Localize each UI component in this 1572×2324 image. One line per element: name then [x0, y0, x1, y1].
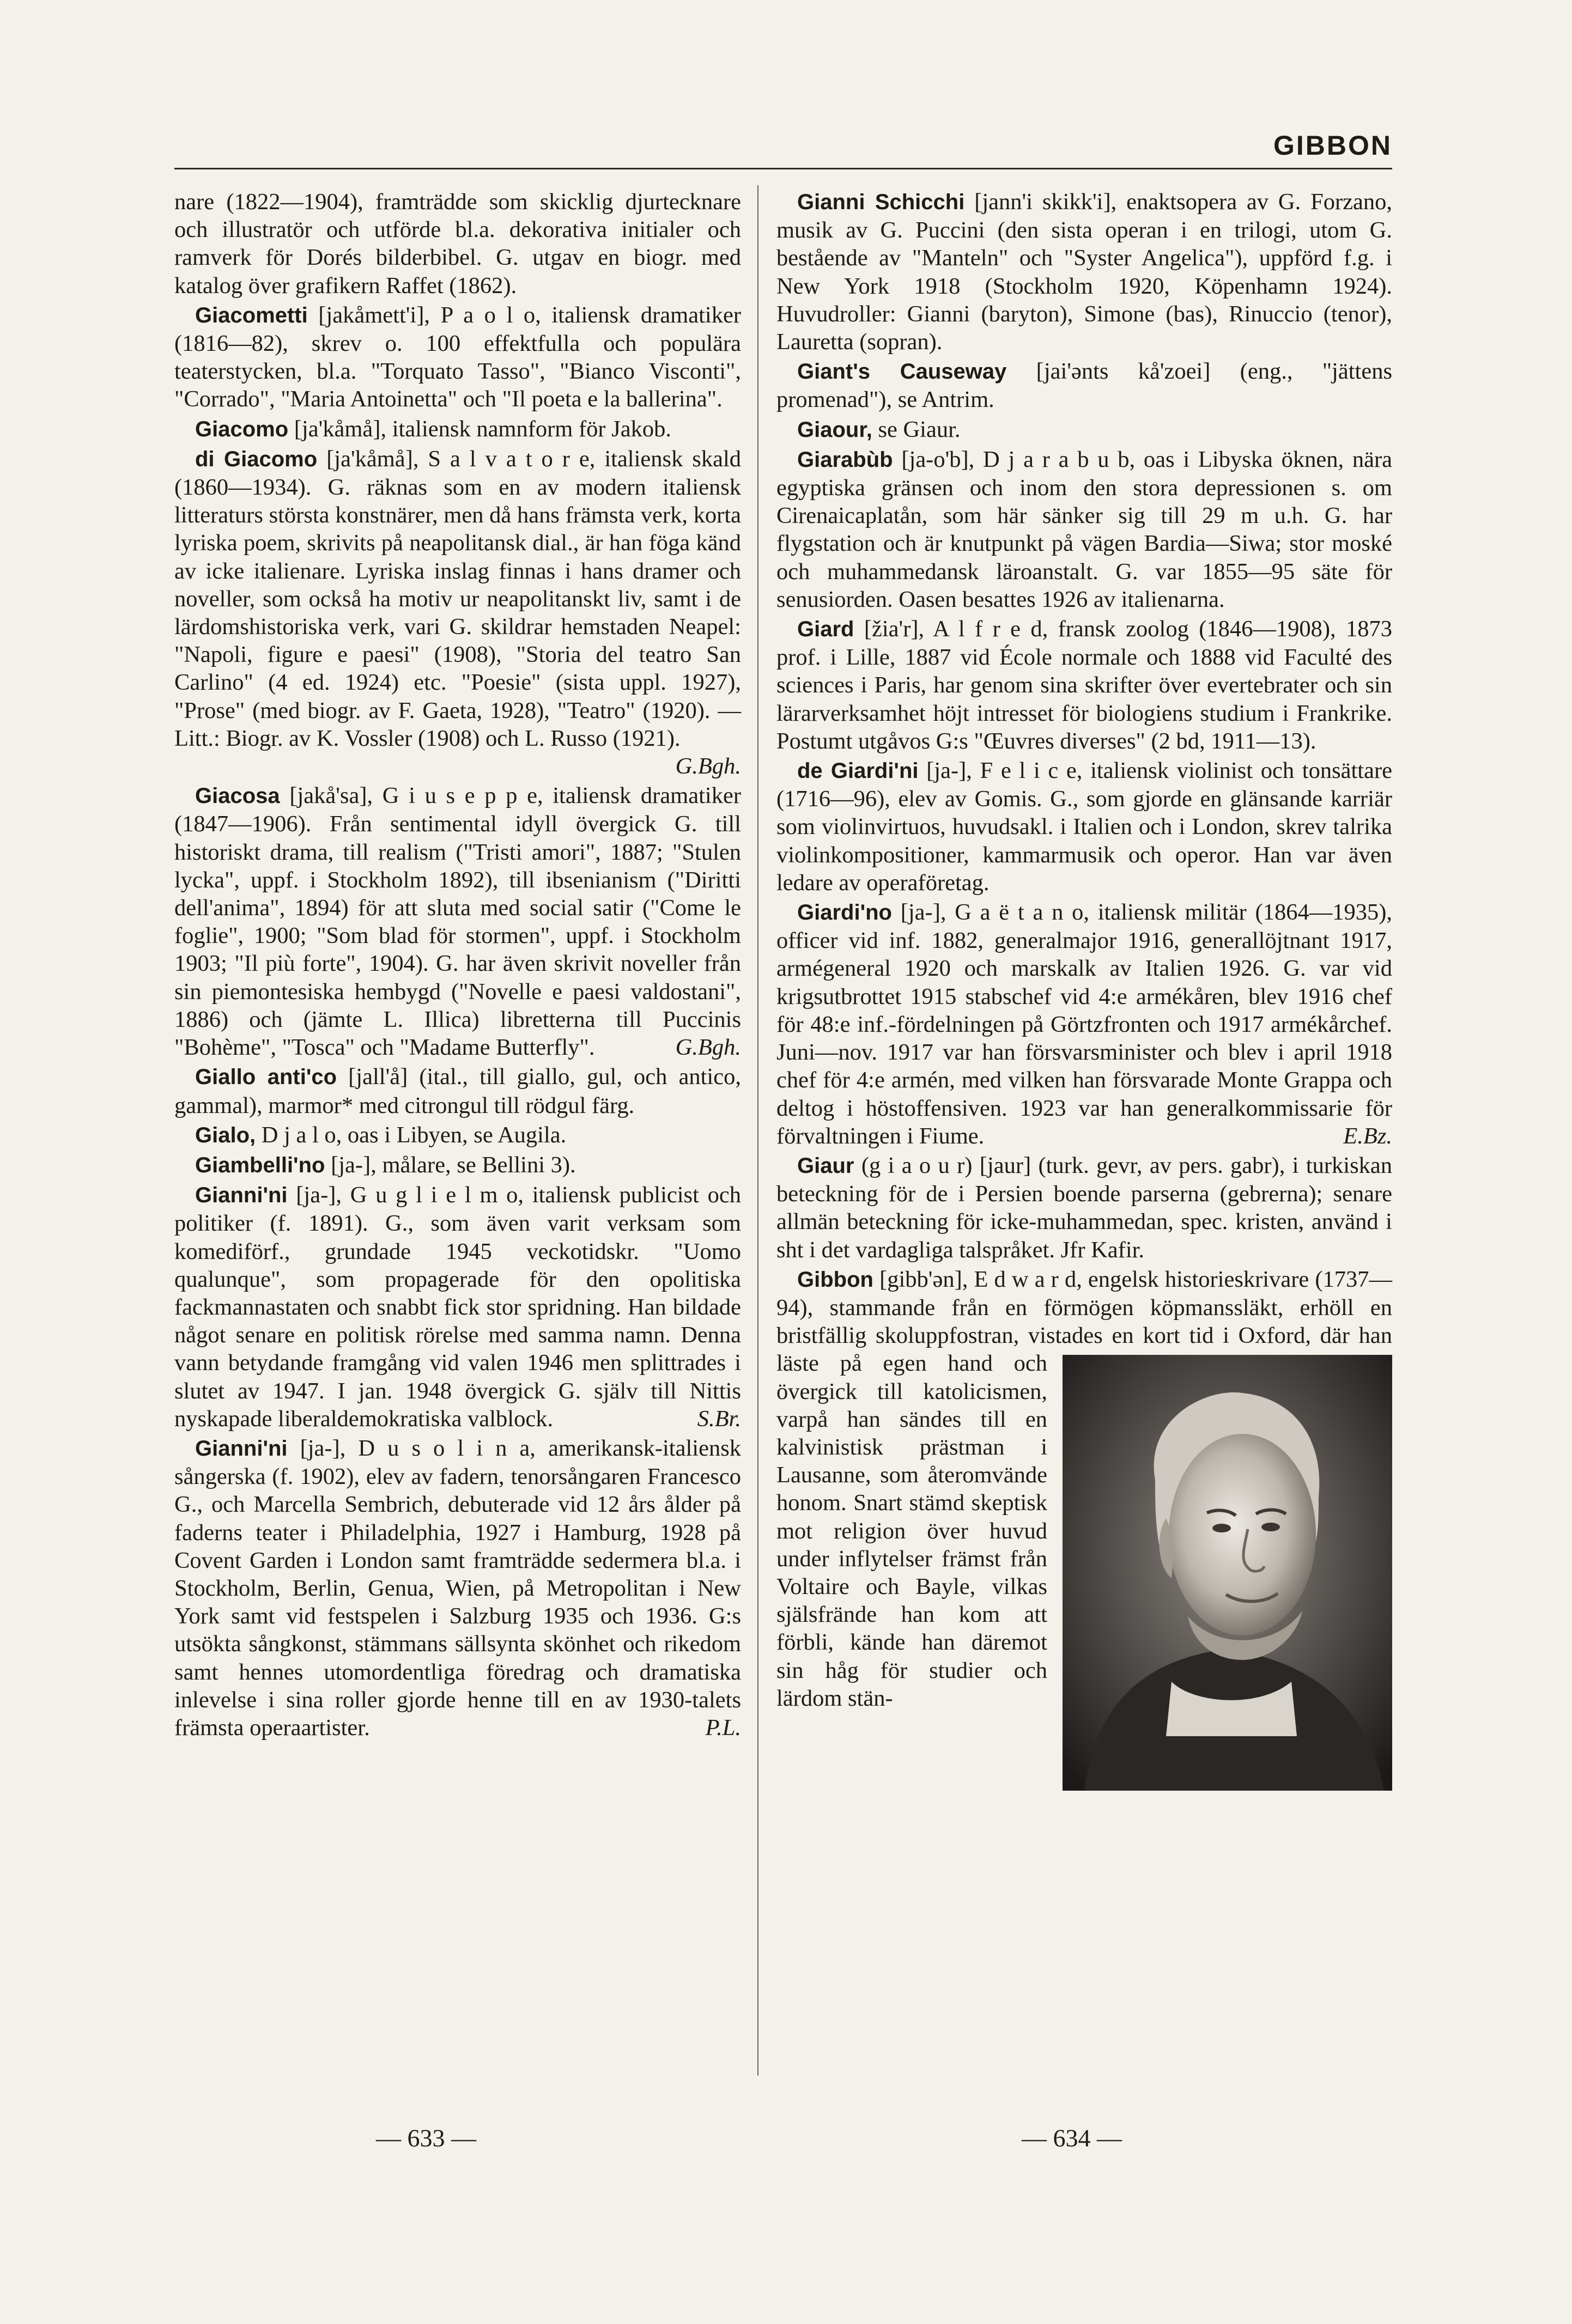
dictionary-entry	[776, 757, 1392, 897]
entry-text: [jai'ənts kå'zoei] (eng., "jättens promenad"), se Antrim.	[776, 358, 1392, 413]
entry-text: [jall'å] (ital., till giallo, gul, och antico, gammal), marmor* med citrongul till rödgul färg.	[174, 1064, 741, 1118]
author-signature: G.Bgh.	[675, 1035, 741, 1061]
author-signature: S.Br.	[697, 1406, 741, 1432]
author-signature: P.L.	[705, 1714, 741, 1741]
entry-text: [ja-], F e l i c e, italiensk violinist och tonsättare (1716—96), elev av Gomis. G., som gjorde en glänsande karriär som violinvirtuos, huvudsakl. i Italien och i London, skrev talrika violinkompositioner, kammarmusik och operor. Han var även ledare av operaföretag.	[776, 758, 1392, 896]
left-column	[174, 188, 741, 1743]
entry-headword: Giardi'no	[797, 901, 892, 925]
entry-headword: Giacosa	[195, 784, 280, 808]
entry-headword: di Giacomo	[195, 447, 318, 471]
dictionary-entry	[776, 416, 1392, 444]
dictionary-entry	[776, 357, 1392, 413]
dictionary-entry	[174, 1063, 741, 1119]
dictionary-entry	[174, 188, 741, 300]
entry-headword: Giant's Causeway	[797, 360, 1007, 384]
entry-text: [ja'kåmå], S a l v a t o r e, italiensk skald (1860—1934). G. räknas som en av modern italiensk litteraturs största konstnärer, men då hans främsta verk, korta lyriska poem, skrivits på neapolitansk dial., är han föga känd av icke italienare. Lyriska inslag finnas i hans dramer och noveller, som också ha motiv ur neapolitanskt liv, samt i de lärdomshistoriska verk, vari G. skildrar hemstaden Neapel: "Napoli, figure e paesi" (1908), "Storia del teatro San Carlino" (4 ed. 1924) etc. "Poesie" (sista uppl. 1927), "Prose" (med biogr. av F. Gaeta, 1928), "Teatro" (1920). — Litt.: Biogr. av K. Vossler (1908) och L. Russo (1921).	[174, 446, 742, 751]
entry-headword: Gianni Schicchi	[797, 190, 965, 214]
entry-headword: Giaour,	[797, 417, 872, 442]
entry-headword: Giallo anti'co	[195, 1065, 337, 1090]
entry-text: [gibb'ən], E d w a r d, engelsk historieskrivare (1737—94), stammande från en förmögen köpmanssläkt, erhöll en bristfällig skoluppfostran, vistades en kort tid i Oxford, där han läste	[776, 1266, 1392, 1377]
right-column	[776, 188, 1392, 1796]
entry-text: [jakå'sa], G i u s e p p e, italiensk dramatiker (1847—1906). Från sentimental idyll övergick G. till historiskt drama, till realism ("Tristi amori", 1887; "Stulen lycka", uppf. i Stockholm 1892), till ibsenianism ("Diritti dell'anima", 1894) för att sluta med social satir ("Come le foglie", 1900; "Som blad för stormen", uppf. i Stockholm 1903; "Il più forte", 1904). G. har även skrivit noveller från sin piemontesiska hembygd ("Novelle e paesi valdostani", 1886) och (jämte L. Illica) libretterna till Puccinis "Bohème", "Tosca" och "Madame Butterfly".	[174, 783, 741, 1061]
entry-headword: Gibbon	[797, 1267, 873, 1292]
dictionary-entry	[174, 1181, 741, 1433]
entry-text: på egen hand och övergick till katolicismen, varpå han sändes till en kalvinistisk prästman i Lausanne, som återomvände honom. Snart stämd skeptisk mot religion över huvud under inflytelser främst från Voltaire och Bayle, vilkas själsfrände han kom att förbli, kände han däremot sin håg för studier och lärdom stän-	[776, 1350, 1047, 1711]
author-signature: G.Bgh.	[675, 753, 741, 780]
dictionary-entry	[174, 1434, 741, 1742]
page-number-left: — 633 —	[376, 2124, 476, 2152]
entry-headword: Giacomo	[195, 417, 289, 441]
entry-text: D j a l o, oas i Libyen, se Augila.	[256, 1122, 567, 1148]
column-divider	[757, 185, 758, 2076]
dictionary-entry	[174, 415, 741, 443]
header-rule	[174, 168, 1392, 169]
entry-text: (g i a o u r) [jaur] (turk. gevr, av pers. gabr), i turkiskan beteckning för de i Persien boende parserna (gebrerna); senare allmän beteckning för icke-muhammedan, spec. kristen, använd i sht i det vardagliga talspråket. Jfr Kafir.	[776, 1152, 1392, 1263]
entry-text: [ja-o'b], D j a r a b u b, oas i Libyska öknen, nära egyptiska gränsen och inom den stora depressionen s. om Cirenaicaplatån, som här sänker sig till 29 m u.h. G. har flygstation och är knutpunkt på vägen Bardia—Siwa; stor moské och muhammedansk läroanstalt. G. var 1855—95 säte för senusiorden. Oasen besattes 1926 av italienarna.	[776, 446, 1392, 612]
entry-headword: Gianni'ni	[195, 1436, 288, 1461]
dictionary-entry	[776, 1152, 1392, 1264]
dictionary-entry	[174, 301, 741, 413]
entry-text: [ja-], G u g l i e l m o, italiensk publicist och politiker (f. 1891). G., som även varit verksam som komediförf., grundade 1945 veckotidskr. "Uomo qualunque", som propagerade för den opolitiska fackmannastaten och snabbt fick stor spridning. Han bildade något senare en politisk rörelse med samma namn. Denna vann betydande framgång vid valen 1946 men splittrades i slutet av 1947. I jan. 1948 övergick G. själv till Nittis nyskapade liberaldemokratiska valblock.	[174, 1182, 741, 1432]
page-number-right: — 634 —	[1022, 2124, 1122, 2152]
author-signature: E.Bz.	[1343, 1123, 1392, 1149]
entry-text: [ja-], G a ë t a n o, italiensk militär (1864—1935), officer vid inf. 1882, generalmajor 1916, generallöjtnant 1917, armégeneral 1920 och marskalk av Italien 1926. G. var vid krigsutbrottet 1915 stabschef vid 4:e armékåren, blev 1916 chef för 48:e inf.-fördelningen på Görtzfronten och 1917 armékårchef. Juni—nov. 1917 var han försvarsminister och blev i april 1918 chef för 4:e armén, med vilken han försvarade Monte Grappa och deltog i höstoffensiven. 1923 var han generalkommissarie för förvaltningen i Fiume.	[776, 899, 1392, 1149]
dictionary-entry	[776, 898, 1392, 1150]
entry-headword: Giambelli'no	[195, 1153, 325, 1177]
dictionary-entry	[776, 188, 1392, 356]
dictionary-entry	[174, 1121, 741, 1149]
entry-text: [ja-], målare, se Bellini 3).	[325, 1152, 576, 1178]
entry-headword: Giard	[797, 617, 854, 642]
entry-headword: Gianni'ni	[195, 1183, 288, 1208]
dictionary-entry	[174, 782, 741, 1061]
entry-headword: Gialo,	[195, 1123, 256, 1147]
entry-headword: Giaur	[797, 1153, 854, 1178]
dictionary-entry	[776, 615, 1392, 755]
entry-text: nare (1822—1904), framträdde som skicklig djurtecknare och illustratör och utförde bl.a. dekorativa initialer och ramverk för Dorés bilderbibel. G. utgav en biogr. med katalog över grafikern Raffet (1862).	[174, 189, 741, 299]
entry-headword: de Giardi'ni	[797, 759, 919, 783]
entry-headword: Giarabùb	[797, 447, 893, 472]
running-head: GIBBON	[1273, 130, 1392, 161]
dictionary-entry	[174, 1151, 741, 1179]
entry-headword: Giacometti	[195, 303, 308, 327]
entry-text: [ja'kåmå], italiensk namnform för Jakob.	[288, 416, 671, 442]
gibbon-portrait-image	[1063, 1355, 1392, 1791]
dictionary-entry	[174, 445, 741, 780]
entry-text: [ja-], D u s o l i n a, amerikansk-italiensk sångerska (f. 1902), elev av fadern, tenorsångaren Francesco G., och Marcella Sembrich, debuterade vid 12 års ålder på faderns teater i Philadelphia, 1927 i Hamburg, 1928 på Covent Garden i London samt framträdde sedermera bl.a. i Stockholm, Berlin, Genua, Wien, på Metropolitan i New York samt vid festspelen i Salzburg 1935 och 1936. G:s utsökta sångkonst, stämmans sällsynta skönhet och rikedom samt hennes utomordentliga föredrag och dramatiska inlevelse i sina roller gjorde henne till en av 1930-talets främsta operaartister.	[174, 1435, 741, 1741]
entry-text: [jakåmett'i], P a o l o, italiensk dramatiker (1816—82), skrev o. 100 effektfulla och populära teaterstycken, bl.a. "Torquato Tasso", "Bianco Visconti", "Corrado", "Maria Antoinetta" och "Il poeta e la ballerina".	[174, 302, 741, 412]
dictionary-entry	[776, 1266, 1392, 1712]
entry-text: [žia'r], A l f r e d, fransk zoolog (1846—1908), 1873 prof. i Lille, 1887 vid École normale och 1888 vid Faculté des sciences i Paris, har genom sina skrifter över evertebrater och sin lärarverksamhet höjt intresset för biologiens studium i Frankrike. Postumt utgåvos G:s "Œuvres diverses" (2 bd, 1911—13).	[776, 616, 1392, 754]
portrait-icon	[1063, 1355, 1392, 1791]
entry-text: [jann'i skikk'i], enaktsopera av G. Forzano, musik av G. Puccini (den sista operan i en trilogi, utom G. bestående av "Manteln" och "Syster Angelica"), uppförd f.g. i New York 1918 (Stockholm 1920, Köpenhamn 1924). Huvudroller: Gianni (baryton), Simone (bas), Rinuccio (tenor), Lauretta (sopran).	[776, 189, 1393, 355]
entry-text: se Giaur.	[872, 416, 961, 442]
dictionary-entry	[776, 446, 1392, 613]
